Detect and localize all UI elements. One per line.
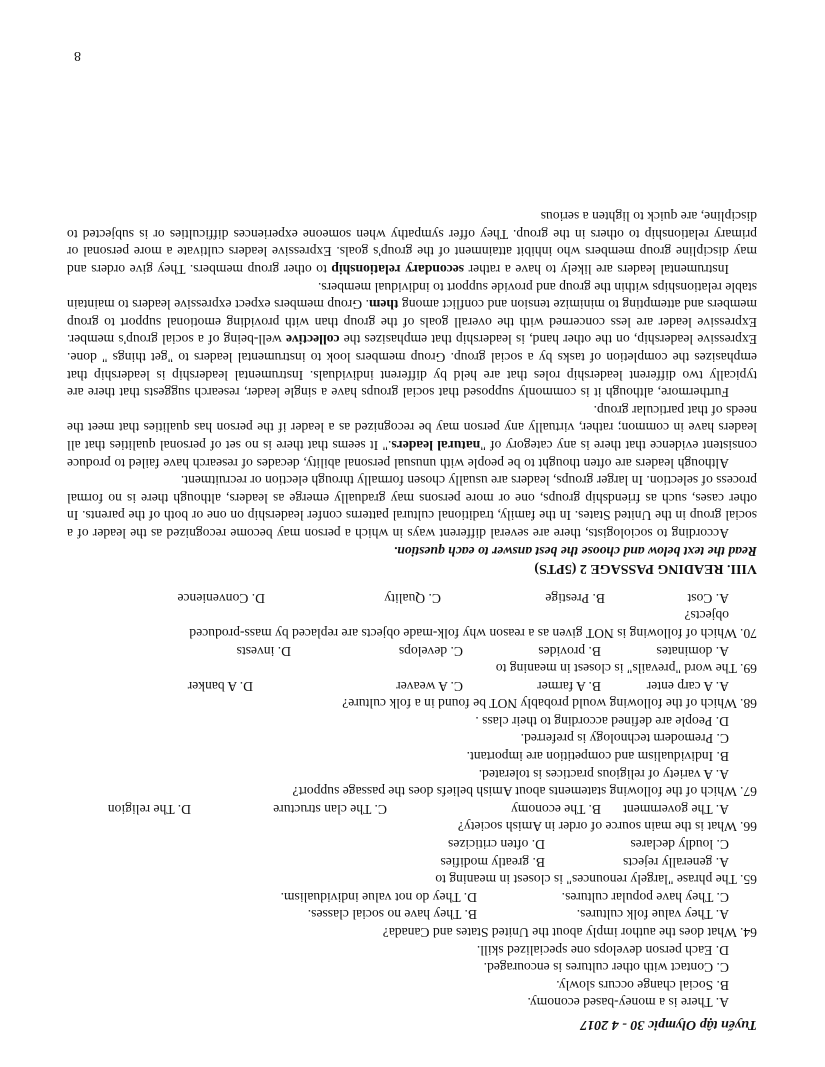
q66-option-d: D. The religion [107, 801, 191, 817]
q65-row-2 [67, 835, 757, 853]
q68-stem: 68. Which of the following would probably NOT be found in a folk culture? [342, 696, 757, 712]
passage-bold-term: collective [285, 332, 340, 348]
reading-passage [67, 208, 757, 542]
q69-option-b: B. provides [538, 643, 601, 659]
q63-options [67, 941, 757, 1011]
section-title: VIII. READING PASSAGE 2 (5PTS) [534, 561, 757, 577]
q67-option-b: B. Individualism and competition are important. [466, 749, 729, 765]
passage-paragraph-2 [67, 401, 757, 471]
q70-stem-cont: objects? [684, 608, 729, 624]
q70-stem: 70. Which of following is NOT given as a reason why folk-made objects are replaced by mass-produced [189, 625, 757, 641]
question-64 [67, 888, 757, 941]
q63-option-b: B. Social change occurs slowly. [556, 977, 729, 993]
q64-stem: 64. What does the author imply about the United States and Canada? [382, 925, 757, 941]
q65-option-d: D. often criticizes [447, 837, 545, 853]
q68-option-c: C. A weaver [396, 678, 463, 694]
q68-option-d: D. A banker [187, 678, 253, 694]
question-67 [67, 712, 757, 800]
q64-row-1 [67, 906, 757, 924]
question-68 [67, 677, 757, 712]
q67-stem: 67. Which of the following statements about Amish beliefs does the passage support? [292, 784, 757, 800]
q64-row-2 [67, 888, 757, 906]
question-70 [67, 589, 757, 642]
q64-option-a: A. They value folk cultures. [576, 907, 729, 923]
q68-row [67, 677, 757, 695]
passage-text: to other group members. They give orders and may discipline group members who inhibit attainment of the group's goals. Expressive leaders cultivate a more personal or primary relationship to others in the group. They offer sympathy when someone experiences difficulties or is subjected to discipline, are quick to lighten a serious [66, 209, 757, 278]
q68-option-b: B. A farmer [537, 678, 601, 694]
q69-option-c: C. develops [398, 643, 463, 659]
q66-row [67, 800, 757, 818]
q69-stem: 69. The word "prevails" is closest in meaning to [495, 661, 757, 677]
q64-option-d: D. They do not value individualism. [280, 889, 477, 905]
question-66 [67, 800, 757, 835]
q67-option-c: C. Premodern technology is preferred. [520, 731, 729, 747]
passage-paragraph-1: According to sociologists, there are several different ways in which a person may become recognized as the leader of a social group in the United States. In the family, traditional cultural patterns confer leadership on one or both of the parents. In other cases, such as friendship groups, one or more persons may gradually emerge as leaders, although there is no formal process of selection. In larger groups, leaders are usually chosen formally through election or recruitment. [67, 473, 757, 541]
passage-text: Instrumental leaders are likely to have a rather [464, 262, 729, 278]
q66-option-a: A. The government [623, 801, 729, 817]
q65-option-b: B. greatly modifies [440, 854, 545, 870]
q65-option-c: C. loudly declares [630, 837, 729, 853]
question-69 [67, 642, 757, 677]
q65-option-a: A. generally rejects [622, 854, 729, 870]
q66-option-c: C. The clan structure [273, 801, 387, 817]
page-number: 8 [74, 48, 81, 63]
q70-option-b: B. Prestige [545, 590, 605, 606]
passage-text: Furthermore, although it is commonly supposed that social groups have a single leader, research suggests that there are typically two different leadership roles that are held by different individuals. Instrumental leadership is leadership that emphasizes the completion of tasks by a social group. Group members look to instrumental leaders to "get things " done. Expressive leadership, on the other hand, is leadership that emphasizes the [67, 332, 757, 401]
q66-stem: 66. What is the main source of order in Amish society? [457, 819, 757, 835]
passage-text: ." It seems that there is no set of personal qualities that all leaders have in common; rather, virtually any person may be recognized as a leader if the person has qualities that meet the needs of that particular group. [67, 402, 757, 453]
passage-paragraph-4 [67, 208, 757, 278]
page-header-title: Tuyển tập Olympic 30 - 4 2017 [580, 1017, 757, 1032]
q67-option-a: A. A variety of religious practices is tolerated. [478, 766, 729, 782]
q69-row [67, 642, 757, 660]
passage-text: . Group members expect expressive leaders to maintain stable relationships within the group and provide support to individual members. [67, 279, 757, 313]
passage-paragraph-3 [67, 278, 757, 401]
q70-option-c: C. Quality [384, 590, 441, 606]
question-65 [67, 835, 757, 888]
passage-text: Although leaders are often thought to be people with unusual personal ability, decades of research have failed to produce consistent evidence that there is any category of " [67, 438, 757, 471]
q70-option-a: A. Cost [687, 590, 729, 606]
q63-option-c: C. Contact with other cultures is encouraged. [483, 960, 729, 976]
passage-bold-term: natural leaders [391, 438, 481, 453]
q68-option-a: A. A carp enter [646, 678, 729, 694]
q63-option-d: D. Each person develops one specialized skill. [476, 942, 729, 958]
passage-bold-term: them [369, 297, 399, 313]
page-content [67, 208, 757, 1033]
q65-row-1 [67, 853, 757, 871]
q66-option-b: B. The economy [511, 801, 601, 817]
q69-option-d: D. invests [236, 643, 291, 659]
q69-option-a: A. dominates [656, 643, 729, 659]
q70-option-d: D. Convenience [177, 590, 265, 606]
q64-option-c: C. They have popular cultures. [561, 889, 729, 905]
section-instruction: Read the text below and choose the best answer to each question. [393, 543, 757, 559]
q70-row [67, 589, 757, 607]
passage-text: well-being of a social group's member. Expressive leader are less concerned with the overall goals of the group than with providing emotional support to group members and attempting to minimize tension and conflict among [67, 297, 757, 348]
q64-option-b: B. They have no social classes. [307, 907, 477, 923]
q63-option-a: A. There is a money-based economy. [527, 995, 729, 1011]
passage-bold-term: secondary relationship [331, 262, 465, 278]
q65-stem: 65. The phrase "largely renounces" is closest in meaning to [435, 872, 757, 888]
q67-option-d: D. People are defined according to their class . [475, 713, 729, 729]
